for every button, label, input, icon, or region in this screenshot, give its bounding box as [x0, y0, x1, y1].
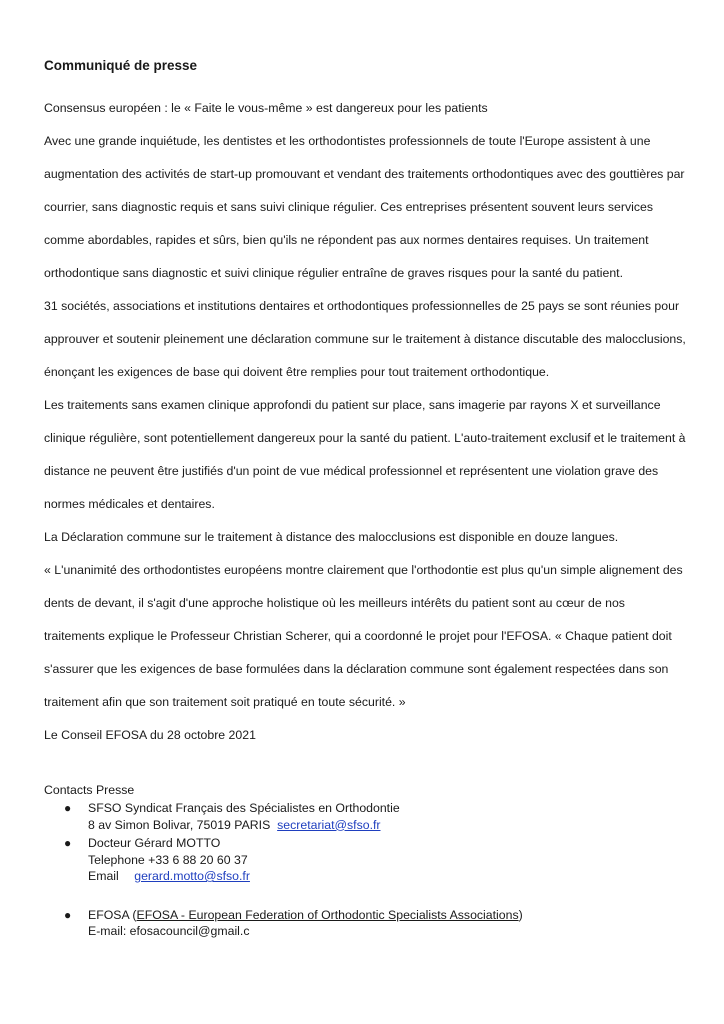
contact-sfso-name: SFSO Syndicat Français des Spécialistes en Orthodontie [88, 801, 400, 815]
bullet-icon: ● [64, 907, 72, 922]
contact-sfso-address-line [88, 817, 686, 834]
sfso-email-link[interactable]: secretariat@sfso.fr [277, 817, 381, 832]
bullet-icon: ● [64, 801, 72, 815]
contact-sfso [44, 800, 686, 833]
contact-motto-phone: Telephone +33 6 88 20 60 37 [88, 852, 248, 867]
paragraph-risks: Les traitements sans examen clinique approfondi du patient sur place, sans imagerie par rayons X et surveillance clinique régulière, sont potentiellement dangereux pour la santé du patient. L'auto-traitement exclusif et le traitement à distance ne peuvent être justifiés d'un point de vue médical professionnel et représentent une violation grave des normes médicales et dentaires. [44, 398, 686, 511]
efosa-prefix: EFOSA ( [88, 907, 137, 922]
bullet-icon: ● [64, 836, 72, 850]
press-release [44, 58, 686, 942]
contacts-title: Contacts Presse [44, 783, 135, 797]
contact-motto-email-line [88, 868, 686, 885]
contact-motto [44, 835, 686, 885]
contact-efosa [44, 907, 686, 940]
efosa-suffix: ) [518, 907, 523, 922]
paragraph-declaration: 31 sociétés, associations et institutions dentaires et orthodontiques professionnelles de 25 pays se sont réunies pour approuver et soutenir pleinement une déclaration commune sur le traitement à distance discutable des malocclusions, énonçant les exigences de base qui doivent être remplies pour tout traitement orthodontique. [44, 299, 686, 379]
paragraph-quote: « L'unanimité des orthodontistes européens montre clairement que l'orthodontie est plus qu'un simple alignement des dents de devant, il s'agit d'une approche holistique où les meilleurs intérêts du patient sont au cœur de nos traitements explique le Professeur Christian Scherer, qui a coordonné le projet pour l'EFOSA. « Chaque patient doit s'assurer que les exigences de base formulées dans la déclaration commune sont également respectées dans son traitement afin que son traitement soit pratiqué en toute sécurité. » [44, 563, 683, 709]
contacts-list [44, 800, 686, 940]
paragraph-languages: La Déclaration commune sur le traitement à distance des malocclusions est disponible en douze langues. [44, 530, 619, 544]
paragraph-intro: Avec une grande inquiétude, les dentistes et les orthodontistes professionnels de toute l'Europe assistent à une augmentation des activités de start-up promouvant et vendant des traitements orthodontiques avec des gouttières par courrier, sans diagnostic requis et sans suivi clinique régulier. Ces entreprises présentent souvent leurs services comme abordables, rapides et sûrs, bien qu'ils ne répondent pas aux normes dentaires requises. Un traitement orthodontique sans diagnostic et suivi clinique régulier entraîne de graves risques pour la santé du patient. [44, 134, 685, 280]
contact-efosa-line [88, 907, 686, 924]
email-label: Email [88, 869, 119, 883]
contact-sfso-address: 8 av Simon Bolivar, 75019 PARIS [88, 817, 271, 832]
headline: Consensus européen : le « Faite le vous-même » est dangereux pour les patients [44, 101, 488, 115]
contact-motto-name: Docteur Gérard MOTTO [88, 836, 221, 850]
contact-efosa-email: E-mail: efosacouncil@gmail.c [88, 924, 250, 938]
motto-email-link[interactable]: gerard.motto@sfso.fr [134, 869, 250, 883]
signoff: Le Conseil EFOSA du 28 octobre 2021 [44, 728, 256, 742]
document-title: Communiqué de presse [44, 58, 198, 73]
efosa-website-link[interactable]: EFOSA - European Federation of Orthodontic Specialists Associations [136, 907, 519, 922]
